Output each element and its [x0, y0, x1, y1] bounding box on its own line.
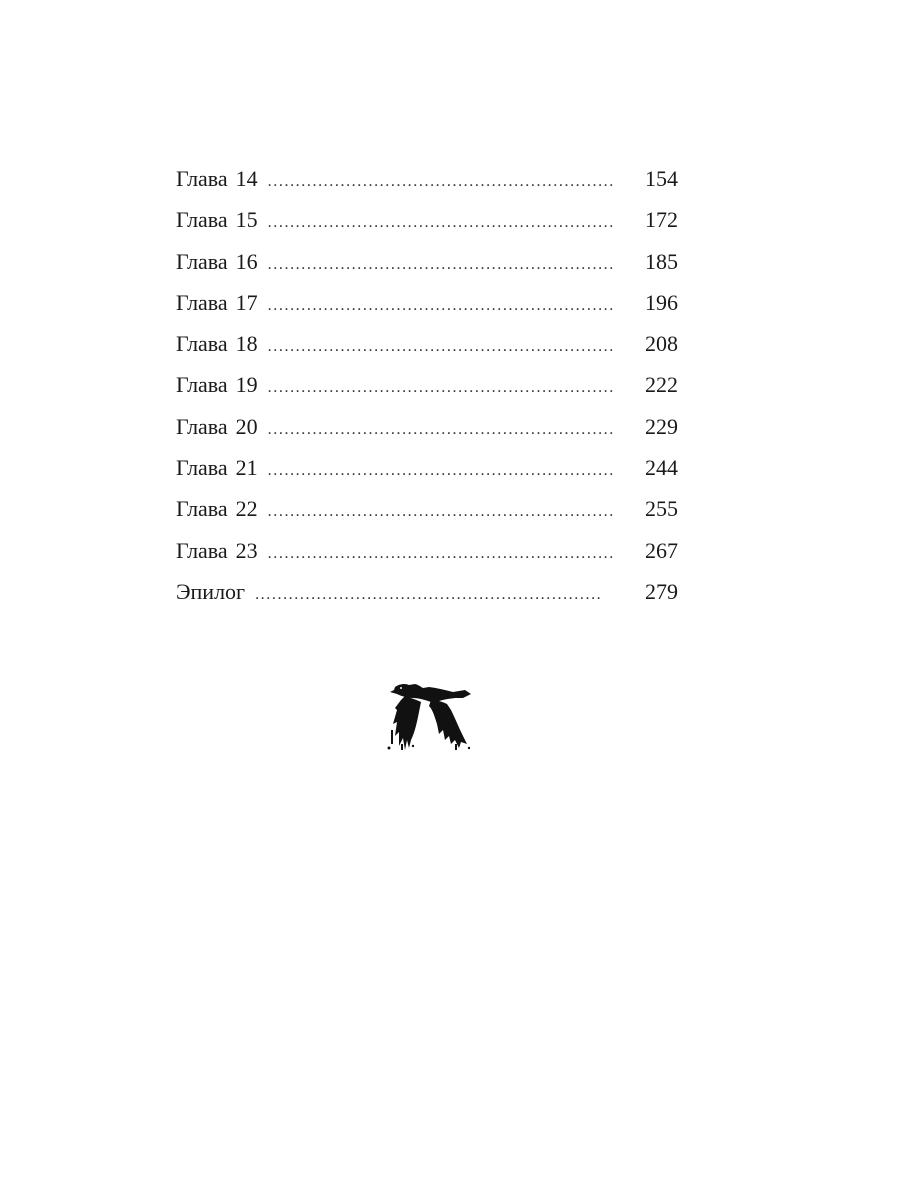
toc-entry-chapter-23[interactable]: [176, 530, 678, 571]
toc-entry-number: 15: [235, 207, 258, 233]
toc-entry-page: 229: [645, 413, 678, 439]
toc-entry-page: 222: [645, 372, 678, 398]
toc-entry-page: 185: [645, 248, 678, 274]
toc-entry-label: Глава 17: [176, 289, 258, 315]
toc-entry-chapter-21[interactable]: [176, 447, 678, 488]
toc-entry-chapter-15[interactable]: [176, 199, 678, 240]
toc-entry-label: Глава 19: [176, 372, 258, 398]
toc-entry-page: 244: [645, 455, 678, 481]
dot-leader: [268, 244, 626, 285]
dot-leader: [268, 409, 626, 450]
dot-leader: [268, 367, 626, 408]
dot-leader: [268, 285, 626, 326]
toc-entry-number: 14: [235, 166, 258, 191]
toc-entry-chapter-22[interactable]: [176, 488, 678, 529]
toc-entry-number: 18: [235, 331, 258, 357]
toc-entry-chapter-19[interactable]: [176, 364, 678, 405]
toc-entry-label: Глава 18: [176, 331, 258, 357]
toc-entry-label: Глава 14: [176, 166, 258, 191]
toc-entry-page: 196: [645, 289, 678, 315]
toc-entry-page: 172: [645, 207, 678, 233]
toc-entry-chapter-16[interactable]: [176, 241, 678, 282]
toc-entry-chapter-20[interactable]: [176, 406, 678, 447]
table-of-contents: [176, 158, 678, 612]
toc-entry-chapter-18[interactable]: [176, 323, 678, 364]
toc-entry-number: 20: [235, 413, 258, 439]
toc-entry-label: Глава 15: [176, 207, 258, 233]
dot-leader: [268, 491, 626, 532]
toc-entry-number: 23: [235, 537, 258, 563]
toc-entry-label: Глава 23: [176, 537, 258, 563]
toc-entry-label: Эпилог: [176, 578, 246, 604]
dot-leader: [268, 202, 626, 243]
toc-entry-number: 16: [235, 248, 258, 274]
dot-leader: [268, 533, 626, 574]
toc-entry-chapter-17[interactable]: [176, 282, 678, 323]
toc-entry-epilogue[interactable]: [176, 571, 678, 612]
toc-entry-number: 17: [235, 289, 258, 315]
toc-entry-page: 255: [645, 496, 678, 522]
dot-leader: [255, 574, 626, 615]
toc-entry-page: 154: [645, 166, 678, 191]
toc-entry-chapter-14[interactable]: [176, 158, 678, 199]
dot-leader: [268, 450, 626, 491]
toc-entry-page: 208: [645, 331, 678, 357]
toc-entry-label: Глава 16: [176, 248, 258, 274]
dot-leader: [268, 326, 626, 367]
toc-entry-number: 19: [235, 372, 258, 398]
toc-entry-page: 279: [645, 578, 678, 604]
toc-entry-label: Глава 22: [176, 496, 258, 522]
toc-entry-number: 22: [235, 496, 258, 522]
toc-entry-number: 21: [235, 455, 258, 481]
flying-raven-icon: [385, 678, 473, 752]
toc-entry-label: Глава 20: [176, 413, 258, 439]
dot-leader: [268, 161, 626, 202]
toc-entry-label: Глава 21: [176, 455, 258, 481]
toc-entry-page: 267: [645, 537, 678, 563]
